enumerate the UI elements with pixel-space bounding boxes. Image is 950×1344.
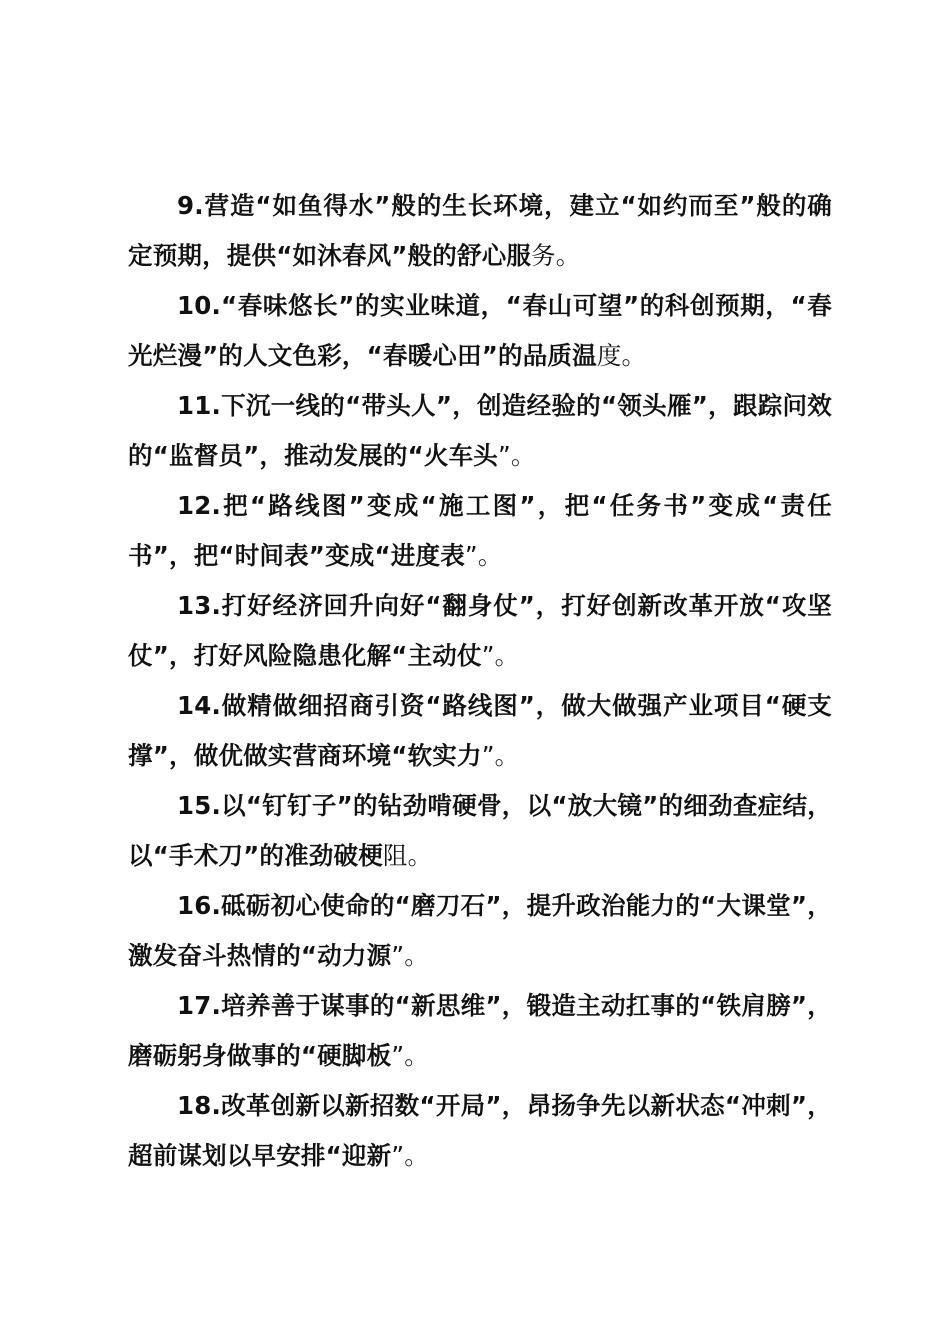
item-number: 10.	[177, 291, 222, 320]
list-item	[128, 181, 832, 281]
list-item	[128, 481, 832, 581]
item-number: 17.	[177, 991, 222, 1020]
list-item	[128, 981, 832, 1081]
item-text: 砥砺初心使命的“磨刀石”，提升政治能力的“大课堂”，激发奋斗热情的“动力源	[128, 891, 832, 970]
item-text: 做精做细招商引资“路线图”，做大做强产业项目“硬支撑”，做优做实营商环境“软实力	[128, 691, 832, 770]
item-text-tail: 度。	[596, 341, 647, 370]
item-text: 打好经济回升向好“翻身仗”，打好创新改革开放“攻坚仗”，打好风险隐患化解“主动仗	[128, 591, 832, 670]
list-item	[128, 381, 832, 481]
list-item	[128, 281, 832, 381]
item-number: 12.	[177, 491, 222, 520]
item-text-tail: ”。	[391, 1141, 429, 1170]
item-text: 以“钉钉子”的钻劲啃硬骨，以“放大镜”的细劲查症结，以“手术刀”的准劲破梗	[128, 791, 832, 870]
item-text: 把“路线图”变成“施工图”，把“任务书”变成“责任书”，把“时间表”变成“进度表	[128, 491, 832, 570]
item-text-tail: 务。	[531, 241, 581, 270]
item-number: 13.	[177, 591, 222, 620]
item-number: 18.	[177, 1091, 222, 1120]
item-number: 9.	[177, 191, 204, 220]
item-number: 14.	[177, 691, 222, 720]
item-text-tail: ”。	[391, 941, 429, 970]
item-text: “春味悠长”的实业味道，“春山可望”的科创预期，“春光烂漫”的人文色彩，“春暖心田”的品质温	[128, 291, 832, 370]
item-text: 下沉一线的“带头人”，创造经验的“领头雁”，跟踪问效的“监督员”，推动发展的“火车头	[128, 391, 832, 470]
item-number: 15.	[177, 791, 222, 820]
item-text: 培养善于谋事的“新思维”，锻造主动扛事的“铁肩膀”，磨砺躬身做事的“硬脚板	[128, 991, 832, 1070]
item-text-tail: ”。	[464, 541, 503, 570]
list-item	[128, 1081, 832, 1181]
item-number: 11.	[177, 391, 222, 420]
list-item	[128, 681, 832, 781]
item-text: 营造“如鱼得水”般的生长环境，建立“如约而至”般的确定预期，提供“如沐春风”般的舒心服	[128, 191, 832, 270]
item-text-tail: ”。	[481, 641, 520, 670]
list-item	[128, 881, 832, 981]
document-body	[128, 181, 832, 1181]
item-text-tail: 阻。	[382, 841, 433, 870]
item-text-tail: ”。	[391, 1041, 429, 1070]
item-text-tail: ”。	[481, 741, 520, 770]
list-item	[128, 781, 832, 881]
list-item	[128, 581, 832, 681]
item-text-tail: ”。	[498, 441, 536, 470]
item-number: 16.	[177, 891, 222, 920]
item-text: 改革创新以新招数“开局”，昂扬争先以新状态“冲刺”，超前谋划以早安排“迎新	[128, 1091, 832, 1170]
